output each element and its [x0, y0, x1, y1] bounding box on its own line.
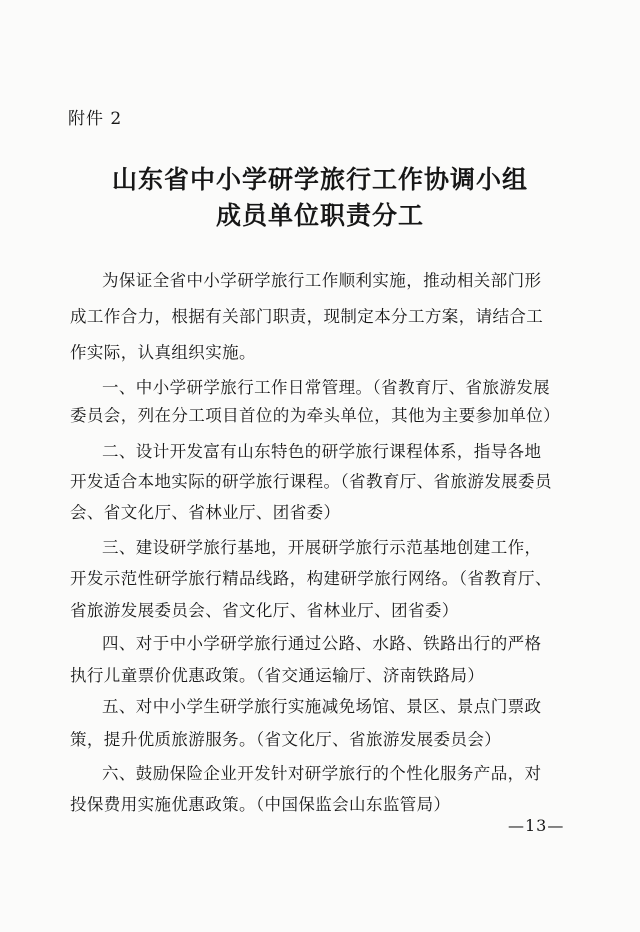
item-4-line: 执行儿童票价优惠政策。（省交通运输厅、济南铁路局） — [70, 666, 485, 685]
item-1-line: 一、中小学研学旅行工作日常管理。（省教育厅、省旅游发展 — [102, 378, 551, 397]
item-2-line: 开发适合本地实际的研学旅行课程。（省教育厅、省旅游发展委员 — [70, 472, 552, 491]
attachment-label: 附件 2 — [68, 109, 123, 129]
intro-paragraph-line: 作实际，认真组织实施。 — [70, 343, 256, 362]
item-6-line: 六、鼓励保险企业开发针对研学旅行的个性化服务产品，对 — [102, 764, 542, 783]
intro-paragraph-line: 为保证全省中小学研学旅行工作顺利实施，推动相关部门形 — [102, 271, 542, 290]
item-3-line: 开发示范性研学旅行精品线路，构建研学旅行网络。（省教育厅、 — [70, 569, 552, 588]
document-title-line-1: 山东省中小学研学旅行工作协调小组 — [111, 165, 528, 194]
item-6-line: 投保费用实施优惠政策。（中国保监会山东监管局） — [70, 795, 451, 814]
item-5-line: 策，提升优质旅游服务。（省文化厅、省旅游发展委员会） — [70, 730, 502, 749]
item-5-line: 五、对中小学生研学旅行实施减免场馆、景区、景点门票政 — [102, 697, 542, 716]
intro-paragraph-line: 成工作合力，根据有关部门职责，现制定本分工方案，请结合工 — [70, 307, 544, 326]
item-4-line: 四、对于中小学研学旅行通过公路、水路、铁路出行的严格 — [102, 634, 542, 653]
item-1-line: 委员会，列在分工项目首位的为牵头单位，其他为主要参加单位） — [70, 406, 561, 425]
document-title-line-2: 成员单位职责分工 — [215, 201, 424, 230]
item-3-line: 三、建设研学旅行基地，开展研学旅行示范基地创建工作， — [102, 538, 542, 557]
page-number: —13— — [508, 816, 565, 835]
item-3-line: 省旅游发展委员会、省文化厅、省林业厅、团省委） — [70, 601, 459, 620]
item-2-line: 会、省文化厅、省林业厅、团省委） — [70, 503, 341, 522]
item-2-line: 二、设计开发富有山东特色的研学旅行课程体系，指导各地 — [102, 442, 542, 461]
